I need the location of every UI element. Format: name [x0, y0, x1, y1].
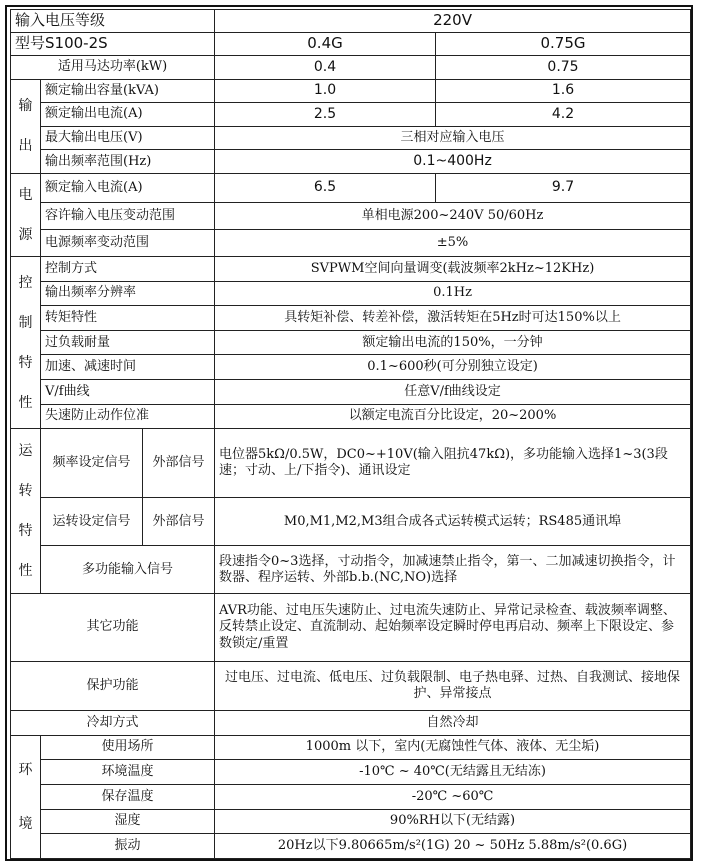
group-char: 源: [18, 227, 33, 244]
input-current-a: 6.5: [215, 174, 436, 203]
table-row: [11, 661, 691, 710]
table-row: [11, 150, 691, 174]
voltage-var-label: 容许输入电压变动范围: [41, 203, 215, 230]
rated-capacity-b: 1.6: [436, 79, 691, 103]
other-functions-label: 其它功能: [11, 594, 215, 662]
environment-value: -10℃ ~ 40℃(无结露且无结冻): [215, 760, 691, 785]
environment-label: 湿度: [41, 809, 215, 834]
table-row: [11, 404, 691, 429]
voltage-var-value: 单相电源200~240V 50/60Hz: [215, 203, 691, 230]
freq-signal-label: 频率设定信号: [41, 429, 143, 498]
control-label: 加速、减速时间: [41, 355, 215, 380]
environment-value: -20℃ ~60℃: [215, 784, 691, 809]
input-current-label: 额定输入电流(A): [41, 174, 215, 203]
control-label: 过负载耐量: [41, 330, 215, 355]
environment-value: 90%RH以下(无结露): [215, 809, 691, 834]
group-char: 转: [18, 483, 33, 500]
table-row: [11, 784, 691, 809]
group-char: 环: [18, 761, 33, 778]
table-row: [11, 546, 691, 594]
control-value: 0.1~600秒(可分别独立设定): [215, 355, 691, 380]
table-row: [11, 760, 691, 785]
table-row: [11, 834, 691, 859]
table-row: [11, 10, 691, 33]
cooling-value: 自然冷却: [215, 711, 691, 736]
model-b: 0.75G: [436, 32, 691, 56]
multi-input-label: 多功能输入信号: [41, 546, 215, 594]
group-char: 特: [18, 523, 33, 540]
environment-value: 20Hz以下9.80665m/s²(1G) 20 ~ 50Hz 5.88m/s²(0.6G): [215, 834, 691, 859]
power-group-label: [11, 174, 41, 257]
table-row: [11, 230, 691, 257]
environment-label: 保存温度: [41, 784, 215, 809]
freq-range-value: 0.1~400Hz: [215, 150, 691, 174]
model-a: 0.4G: [215, 32, 436, 56]
table-row: [11, 594, 691, 662]
table-row: [11, 281, 691, 306]
group-char: 输: [18, 98, 33, 115]
run-signal-label: 运转设定信号: [41, 498, 143, 546]
control-label: 失速防止动作位准: [41, 404, 215, 429]
max-voltage-value: 三相对应输入电压: [215, 126, 691, 150]
environment-label: 环境温度: [41, 760, 215, 785]
table-row: [11, 330, 691, 355]
group-char: 电: [18, 187, 33, 204]
table-row: [11, 32, 691, 56]
table-row: [11, 257, 691, 282]
control-group-label: [11, 257, 41, 429]
operation-group-label: [11, 429, 41, 594]
model-label: 型号S100-2S: [11, 32, 215, 56]
control-label: 转矩特性: [41, 306, 215, 331]
control-value: 额定输出电流的150%，一分钟: [215, 330, 691, 355]
control-label: V/f曲线: [41, 380, 215, 405]
group-char: 特: [18, 354, 33, 371]
motor-power-label: 适用马达功率(kW): [11, 56, 215, 80]
control-value: 以额定电流百分比设定，20~200%: [215, 404, 691, 429]
rated-current-b: 4.2: [436, 103, 691, 127]
table-row: [11, 126, 691, 150]
table-row: [11, 174, 691, 203]
freq-signal-value: 电位器5kΩ/0.5W，DC0~+10V(输入阻抗47kΩ)，多功能输入选择1~3(3段速；寸动、上/下指令)、通讯设定: [215, 429, 691, 498]
freq-signal-type: 外部信号: [143, 429, 215, 498]
freq-var-value: ±5%: [215, 230, 691, 257]
control-value: 0.1Hz: [215, 281, 691, 306]
multi-input-value: 段速指令0~3选择，寸动指令，加减速禁止指令，第一、二加减速切换指令，计数器、程序运转、外部b.b.(NC,NO)选择: [215, 546, 691, 594]
group-char: 运: [18, 443, 33, 460]
control-value: SVPWM空间向量调变(载波频率2kHz~12KHz): [215, 257, 691, 282]
output-group-label: [11, 79, 41, 173]
input-voltage-label: 输入电压等级: [11, 10, 215, 33]
table-row: [11, 103, 691, 127]
freq-var-label: 电源频率变动范围: [41, 230, 215, 257]
control-value: 具转矩补偿、转差补偿，激活转矩在5Hz时可达150%以上: [215, 306, 691, 331]
input-voltage-value: 220V: [215, 10, 691, 33]
freq-range-label: 输出频率范围(Hz): [41, 150, 215, 174]
rated-capacity-a: 1.0: [215, 79, 436, 103]
group-char: 性: [18, 394, 33, 411]
table-row: [11, 498, 691, 546]
other-functions-value: AVR功能、过电压失速防止、过电流失速防止、异常记录检查、载波频率调整、反转禁止设定、直流制动、起始频率设定瞬时停电再启动、频率上下限设定、参数锁定/重置: [215, 594, 691, 662]
table-row: [11, 735, 691, 760]
rated-current-label: 额定输出电流(A): [41, 103, 215, 127]
control-label: 控制方式: [41, 257, 215, 282]
group-char: 出: [18, 138, 33, 155]
table-row: [11, 355, 691, 380]
environment-value: 1000m 以下，室内(无腐蚀性气体、液体、无尘垢): [215, 735, 691, 760]
group-char: 控: [18, 274, 33, 291]
environment-label: 使用场所: [41, 735, 215, 760]
protection-value: 过电压、过电流、低电压、过负载限制、电子热电驿、过热、自我测试、接地保护、异常接点: [215, 661, 691, 710]
max-voltage-label: 最大输出电压(V): [41, 126, 215, 150]
table-row: [11, 380, 691, 405]
group-char: 性: [18, 563, 33, 580]
motor-power-b: 0.75: [436, 56, 691, 80]
motor-power-a: 0.4: [215, 56, 436, 80]
rated-current-a: 2.5: [215, 103, 436, 127]
rated-capacity-label: 额定输出容量(kVA): [41, 79, 215, 103]
table-row: [11, 203, 691, 230]
table-row: [11, 809, 691, 834]
table-row: [11, 429, 691, 498]
environment-group-label: [11, 735, 41, 858]
control-label: 输出频率分辨率: [41, 281, 215, 306]
environment-label: 振动: [41, 834, 215, 859]
control-value: 任意V/f曲线设定: [215, 380, 691, 405]
protection-label: 保护功能: [11, 661, 215, 710]
table-row: [11, 56, 691, 80]
group-char: 制: [18, 314, 33, 331]
input-current-b: 9.7: [436, 174, 691, 203]
table-row: [11, 306, 691, 331]
run-signal-value: M0,M1,M2,M3组合成各式运转模式运转；RS485通讯埠: [215, 498, 691, 546]
table-row: [11, 79, 691, 103]
spec-table: [10, 9, 691, 859]
group-char: 境: [18, 815, 33, 832]
cooling-label: 冷却方式: [11, 711, 215, 736]
run-signal-type: 外部信号: [143, 498, 215, 546]
table-row: [11, 711, 691, 736]
